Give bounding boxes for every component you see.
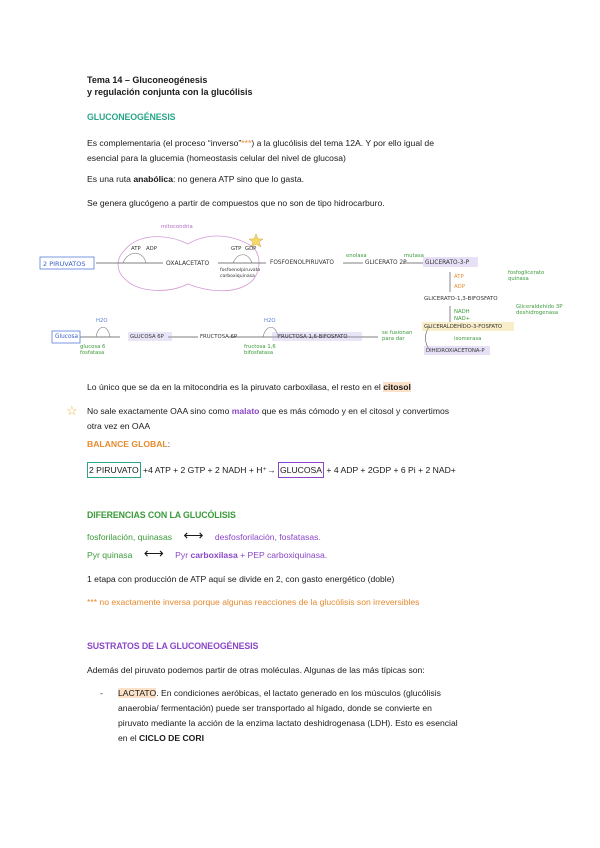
label-piruvatos: 2 PIRUVATOS	[43, 260, 86, 268]
label-oxalacetato: OXALACETATO	[166, 260, 210, 267]
balance-heading: BALANCE GLOBAL:	[87, 439, 171, 449]
p2-text-a: Es una ruta	[87, 174, 134, 184]
gluconeogenesis-diagram	[38, 222, 568, 392]
paragraph-glucogeno: Se genera glucógeno a partir de compuestos que no son de tipo hidrocarburo.	[87, 198, 385, 208]
balance-heading-text: BALANCE GLOBAL	[87, 439, 168, 449]
p1-text-a: Es complementaria (el proceso “inverso”	[87, 138, 242, 148]
label-fructosa-bifosfatasa: fructosa 1,6 bifosfatasa	[244, 344, 276, 356]
label-bifosfato: GLICERATO-1,3-BIFOSFATO	[424, 296, 498, 302]
label-adp2: ADP	[454, 284, 465, 290]
diferencias-row-4: *** no exactamente inversa porque algunas reacciones de la glucólisis son irreversibles	[87, 597, 420, 607]
label-nad: NAD+	[454, 316, 471, 322]
title-line-1: Tema 14 – Gluconeogénesis	[87, 75, 208, 85]
label-fructosa6p: FRUCTOSA 6P	[200, 334, 238, 340]
section-heading-sustratos: SUSTRATOS DE LA GLUCONEOGÉNESIS	[87, 641, 259, 651]
paragraph-complementaria	[87, 136, 527, 166]
balance-equation	[87, 463, 456, 478]
diferencias-row-1	[87, 527, 321, 545]
balance-end: + 4 ADP + 2GDP + 6 Pi + 2 NAD+	[324, 465, 456, 475]
label-fructosa16: FRUCTOSA 1,6-BIFOSFATO	[278, 334, 348, 340]
r1-right: desfosforilación, fosfatasas.	[214, 532, 321, 542]
label-se-fusionan: se fusionan para dar	[382, 330, 413, 342]
sustratos-lactato: LACTATO. En condiciones aeróbicas, el lactato generado en los músculos (glucólisis anaerobia/ fermentación) puede ser transportado al hígado, donde se convierte en piruvato mediante la acción de la enzima lactato deshidrogenasa (LDH). Esto es esencial en el CICLO DE CORI	[118, 688, 458, 743]
title-line-2: y regulación conjunta con la glucólisis	[87, 87, 253, 97]
label-atp2: ATP	[454, 274, 464, 280]
balance-piruvato: 2 PIRUVATO	[87, 462, 141, 478]
section-heading-diferencias: DIFERENCIAS CON LA GLUCÓLISIS	[87, 510, 236, 520]
sustratos-intro: Además del piruvato podemos partir de otras moléculas. Algunas de las más típicas son:	[87, 665, 425, 675]
label-gapdh: Gliceraldehído 3P deshidrogenasa	[516, 304, 563, 316]
p5-malato: malato	[231, 406, 260, 416]
star-note-icon: ☆	[66, 403, 78, 418]
label-adp1: ADP	[146, 246, 157, 252]
ciclo-cori: CICLO DE CORI	[139, 733, 204, 743]
label-pep: FOSFOENOLPIRUVATO	[270, 260, 334, 266]
double-arrow-icon: ⟷	[183, 527, 204, 543]
label-glucosa: Glucosa	[55, 334, 79, 340]
label-mitocondria: mitocondria	[161, 224, 193, 230]
balance-middle: +4 ATP + 2 GTP + 2 NADH + H⁺→	[140, 465, 278, 475]
r1-left: fosforilación, quinasas	[87, 532, 173, 542]
label-dihidroxi: DIHIDROXIACETONA-P	[426, 348, 485, 354]
r2-right-c: + PEP carboxiquinasa.	[237, 550, 328, 560]
page-title	[87, 74, 253, 98]
label-pepck: fosfoenolpiruvato carboxiquinasa	[220, 268, 261, 279]
r2-left: Pyr quinasa	[87, 550, 133, 560]
label-glucosa6-fosfatasa: glucosa 6 fosfatasa	[80, 344, 106, 356]
r2-right-a: Pyr	[175, 550, 191, 560]
p1-text-b: ) a la glucólisis del tema 12A. Y por ello igual de	[251, 138, 434, 148]
label-h2o1: H2O	[264, 318, 276, 324]
balance-glucosa: GLUCOSA	[278, 462, 324, 478]
p5-text-b: que es más cómodo y en el citosol y convertimos	[259, 406, 450, 416]
label-glucosa6p: GLUCOSA 6P	[130, 334, 164, 340]
label-atp1: ATP	[131, 246, 141, 252]
label-gtp: GTP	[231, 246, 242, 252]
p5-line-2: otra vez en OAA	[87, 421, 151, 431]
label-mutasa: mutasa	[404, 253, 424, 259]
p5-text-a: No sale exactamente OAA sino como	[87, 406, 232, 416]
label-gdp: GDP	[245, 246, 257, 252]
label-glicerato2p: GLICERATO 2P	[365, 260, 407, 266]
diferencias-row-3: 1 etapa con producción de ATP aquí se divide en 2, con gasto energético (doble)	[87, 574, 395, 584]
p4-citosol: citosol	[383, 382, 411, 392]
paragraph-mitocondria	[87, 380, 411, 395]
bullet-dash: -	[100, 688, 103, 698]
p4-text: Lo único que se da en la mitocondria es la piruvato carboxilasa, el resto en el	[87, 382, 384, 392]
p1-line-2: esencial para la glucemia (homeostasis celular del nivel de glucosa)	[87, 153, 346, 163]
p2-bold: anabólica	[133, 174, 173, 184]
p1-stars: ***	[241, 138, 252, 148]
label-gliceraldehido: GLICERALDEHÍDO-3-FOSFATO	[424, 324, 503, 330]
label-enolasa: enolasa	[346, 253, 367, 259]
label-fosfoglicerato-quinasa: fosfoglicerato quinasa	[508, 270, 545, 282]
label-h2o2: H2O	[96, 318, 108, 324]
paragraph-malato	[87, 404, 527, 434]
section-heading-gluconeogenesis: GLUCONEOGÉNESIS	[87, 112, 176, 122]
r2-right-b: carboxilasa	[190, 550, 238, 560]
diferencias-row-2	[87, 545, 328, 563]
double-arrow-icon: ⟷	[143, 545, 164, 561]
label-glicerato3p: GLICERATO-3-P	[425, 260, 470, 266]
paragraph-anabolica	[87, 172, 304, 187]
lactato-highlight: LACTATO	[118, 688, 157, 698]
diagram-lines	[38, 222, 568, 392]
p2-text-b: : no genera ATP sino que lo gasta.	[173, 174, 305, 184]
label-isomerasa: isomerasa	[454, 336, 482, 342]
label-nadh: NADH	[454, 309, 470, 315]
